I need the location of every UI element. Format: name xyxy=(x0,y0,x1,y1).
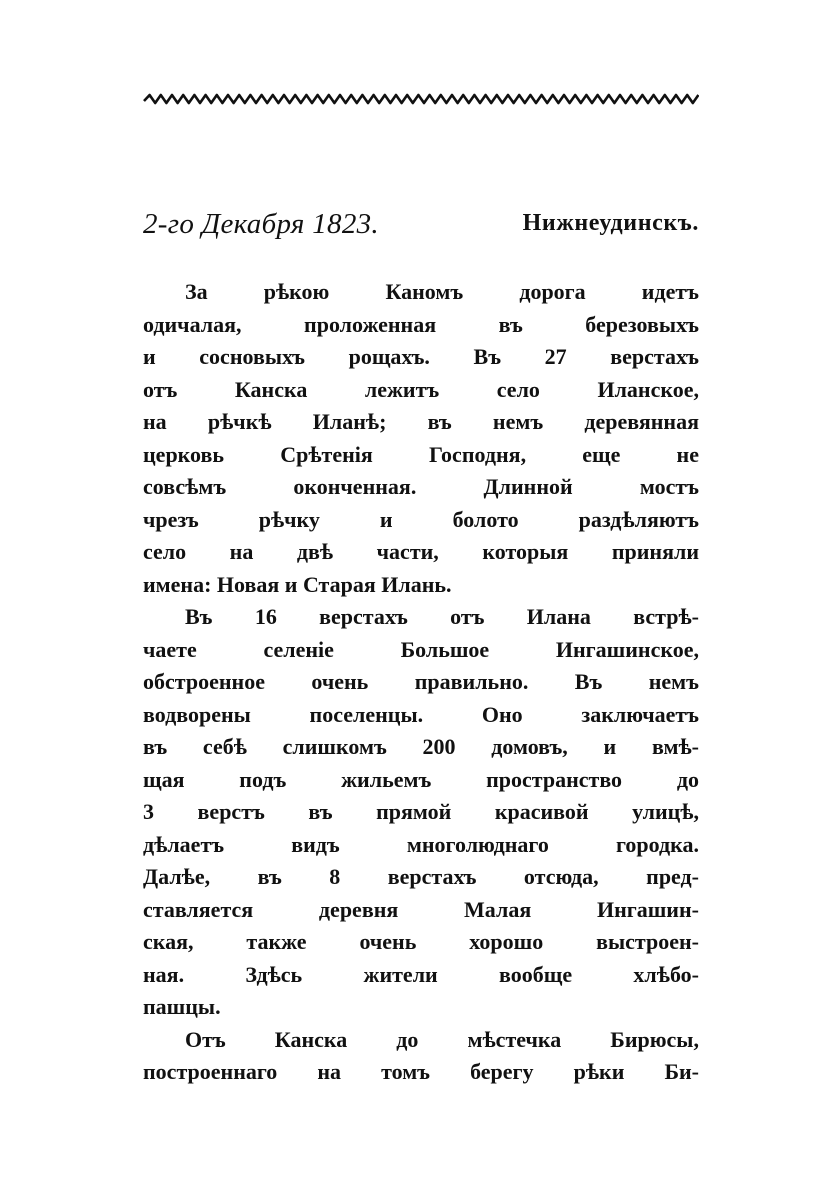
text-line: чаете селеніе Большое Ингашинское, xyxy=(143,636,699,662)
text-line: пашцы. xyxy=(143,994,221,1019)
text-line: построеннаго на томъ берегу рѣки Би- xyxy=(143,1059,699,1084)
text-line: водворены поселенцы. Оно заключаетъ xyxy=(143,701,699,727)
text-line: ставляется деревня Малая Ингашин- xyxy=(143,896,699,922)
text-line: Въ 16 верстахъ отъ Илана встрѣ- xyxy=(185,604,699,629)
text-line: совсѣмъ оконченная. Длинной мостъ xyxy=(143,474,699,499)
decorative-rule xyxy=(143,88,699,110)
text-line: Далѣе, въ 8 верстахъ отсюда, пред- xyxy=(143,864,699,889)
header-date: 2-го Декабря 1823. xyxy=(143,208,379,240)
body-text xyxy=(143,276,699,1089)
text-line: въ себѣ слишкомъ 200 домовъ, и вмѣ- xyxy=(143,734,699,759)
text-line: дѣлаетъ видъ многолюднаго городка. xyxy=(143,831,699,857)
text-line: Отъ Канска до мѣстечка Бирюсы, xyxy=(185,1026,699,1052)
text-line: обстроенное очень правильно. Въ немъ xyxy=(143,669,699,694)
running-header xyxy=(143,208,699,248)
text-line: ная. Здѣсь жители вообще хлѣбо- xyxy=(143,961,699,987)
text-line: чрезъ рѣчку и болото раздѣляютъ xyxy=(143,506,699,532)
paragraph-3 xyxy=(143,1024,699,1089)
text-line: на рѣчкѣ Иланѣ; въ немъ деревянная xyxy=(143,409,699,434)
text-line: село на двѣ части, которыя приняли xyxy=(143,539,699,564)
text-line: имена: Новая и Старая Илань. xyxy=(143,571,452,597)
text-line: отъ Канска лежитъ село Иланское, xyxy=(143,376,699,402)
text-line: ская, также очень хорошо выстроен- xyxy=(143,929,699,954)
text-line: церковь Срѣтенія Господня, еще не xyxy=(143,441,699,467)
text-line: одичалая, проложенная въ березовыхъ xyxy=(143,311,699,337)
text-line: щая подъ жильемъ пространство до xyxy=(143,766,699,792)
paragraph-2 xyxy=(143,601,699,1024)
text-line: и сосновыхъ рощахъ. Въ 27 верстахъ xyxy=(143,344,699,369)
text-line: За рѣкою Каномъ дорога идетъ xyxy=(185,279,699,304)
text-line: 3 верстъ въ прямой красивой улицѣ, xyxy=(143,799,699,824)
header-place: Нижнеудинскъ. xyxy=(522,210,699,236)
paragraph-1 xyxy=(143,276,699,601)
